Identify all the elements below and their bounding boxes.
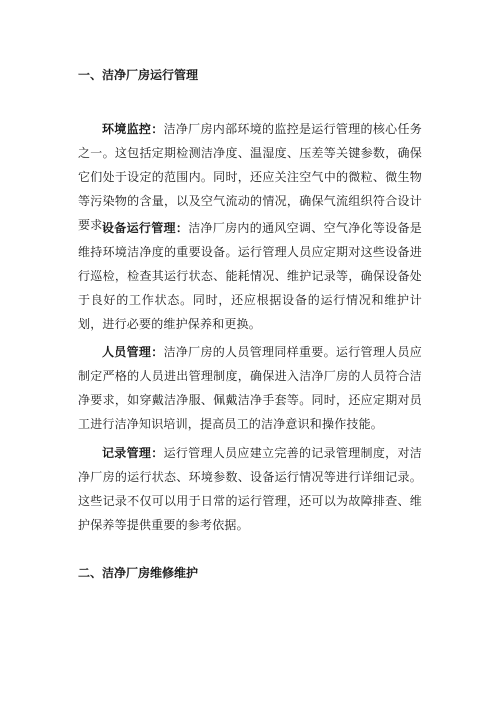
paragraph-equipment-management: [78, 216, 422, 336]
section-heading-maintenance: 二、洁净厂房维修维护: [78, 566, 199, 580]
section-heading-operation: 一、洁净厂房运行管理: [78, 68, 199, 82]
paragraph-lead: 设备运行管理：: [102, 221, 189, 235]
paragraph-lead: 环境监控：: [102, 122, 164, 136]
paragraph-lead: 人员管理：: [102, 345, 164, 359]
paragraph-body: 洁净厂房内部环境的监控是运行管理的核心任务之一。这包括定期检测洁净度、温湿度、压差等关键参数，确保它们处于设定的范围内。同时，还应关注空气中的微粒、微生物等污染物的含量，以及空气流动的情况，确保气流组织符合设计要求。: [78, 122, 422, 232]
paragraph-lead: 记录管理：: [102, 446, 164, 460]
paragraph-body: 洁净厂房的人员管理同样重要。运行管理人员应制定严格的人员进出管理制度，确保进入洁净厂房的人员符合洁净要求，如穿戴洁净服、佩戴洁净手套等。同时，还应定期对员工进行洁净知识培训，提高员工的洁净意识和操作技能。: [78, 345, 422, 431]
paragraph-record-management: [78, 441, 422, 537]
paragraph-personnel-management: [78, 340, 422, 436]
paragraph-body: 洁净厂房内的通风空调、空气净化等设备是维持环境洁净度的重要设备。运行管理人员应定期对这些设备进行巡检，检查其运行状态、能耗情况、维护记录等，确保设备处于良好的工作状态。同时，还应根据设备的运行情况和维护计划，进行必要的维护保养和更换。: [78, 221, 422, 331]
paragraph-body: 运行管理人员应建立完善的记录管理制度，对洁净厂房的运行状态、环境参数、设备运行情况等进行详细记录。这些记录不仅可以用于日常的运行管理，还可以为故障排查、维护保养等提供重要的参考依据。: [78, 446, 422, 532]
